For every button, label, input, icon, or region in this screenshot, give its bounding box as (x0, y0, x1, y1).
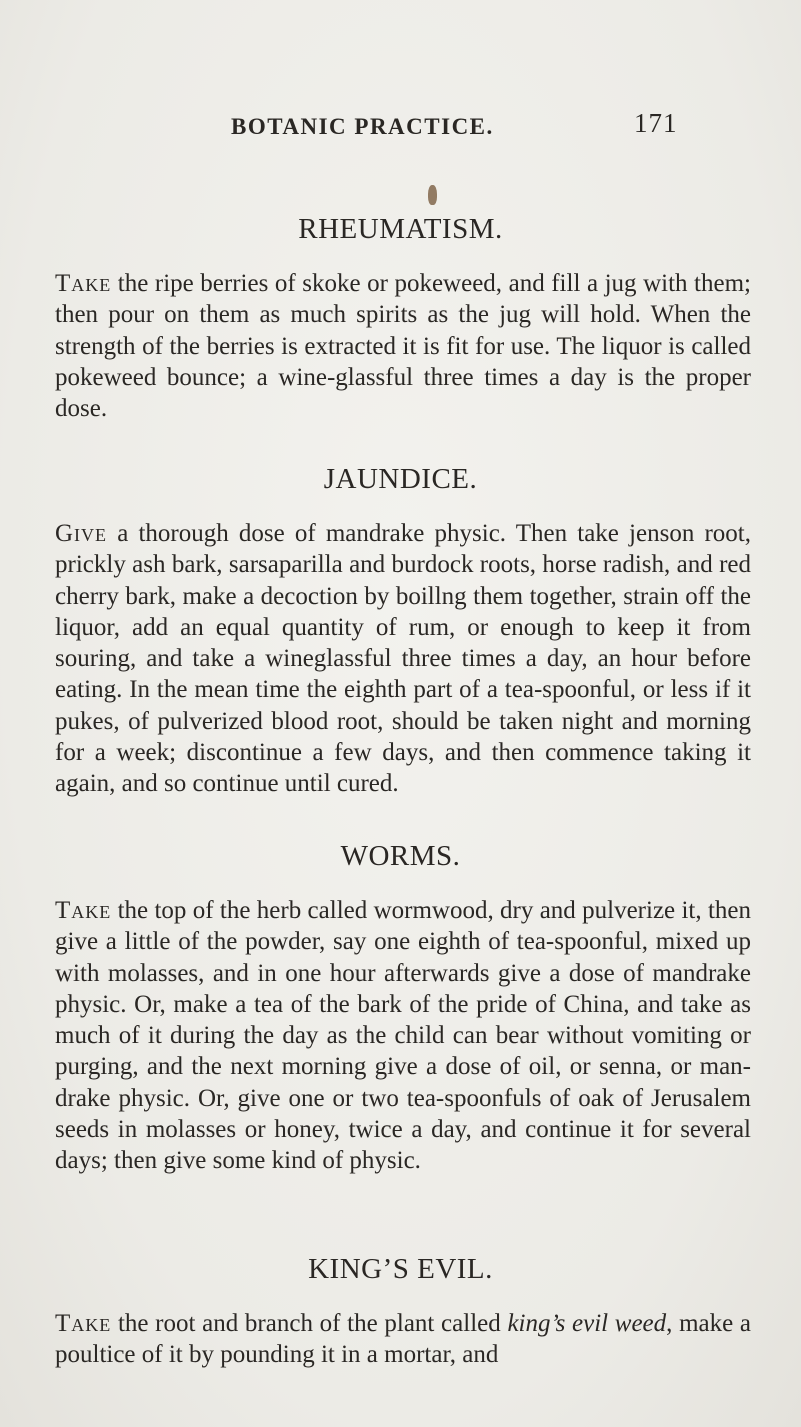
lead-word: Take (55, 897, 112, 924)
section-heading-kings-evil: KING’S EVIL. (308, 1253, 493, 1285)
section-body-jaundice (55, 518, 751, 800)
paragraph-text: the ripe berries of skoke or pokeweed, and fill a jug with them; then pour on them as much spirits as the jug will hold. When the strength of the berries is extracted it is fit for use. The liquor is called pokeweed bounce; a wine-glassful three times a day is the proper dose. (55, 270, 751, 423)
section-heading-worms: WORMS. (340, 840, 461, 872)
running-head (0, 108, 801, 148)
page-number: 171 (634, 108, 678, 138)
paragraph-text: a thorough dose of mandrake physic. Then take jenson root, prickly ash bark, sarsaparilla and burdock roots, horse radish, and red cherry bark, make a decoction by boillng them together, strain off the liquor, add an equal quantity of rum, or enough to keep it from souring, and take a wineglassful three times a day, an hour before eating. In the mean time the eighth part of a tea-spoonful, or less if it pukes, of pulverized blood root, should be taken night and morning for a week; discontinue a few days, and then commence taking it again, and so continue until cured. (55, 520, 751, 798)
section-heading-jaundice: JAUNDICE. (323, 463, 478, 495)
lead-word: Give (55, 520, 108, 547)
section-body-rheumatism (55, 268, 751, 424)
section-heading-rheumatism: RHEUMATISM. (298, 213, 503, 245)
paragraph-text: , make a poultice of it by pounding it in a mortar, and (55, 1310, 752, 1369)
plant-name-italic: king’s evil weed (507, 1310, 667, 1337)
section-body-kings-evil (55, 1308, 751, 1371)
section-body-worms (55, 895, 751, 1177)
ink-blot-mark (428, 185, 437, 205)
lead-word: Take (55, 270, 112, 297)
paragraph-text: the top of the herb called wormwood, dry and pulverize it, then give a little of the powder, say one eighth of tea-spoonful, mixed up with molasses, and in one hour afterwards give a dose of mandrake physic. Or, make a tea of the bark of the pride of China, and take as much of it during the day as the child can bear without vomiting or purging, and the next morning give a dose of oil, or senna, or mandrake physic. Or, give one or two tea-spoonfuls of oak of Jerusalem seeds in molasses or honey, twice a day, and continue it for several days; then give some kind of physic. (55, 897, 751, 1175)
paragraph-text: the root and branch of the plant called (111, 1310, 508, 1337)
lead-word: Take (55, 1310, 112, 1337)
running-title: BOTANIC PRACTICE. (231, 114, 494, 139)
